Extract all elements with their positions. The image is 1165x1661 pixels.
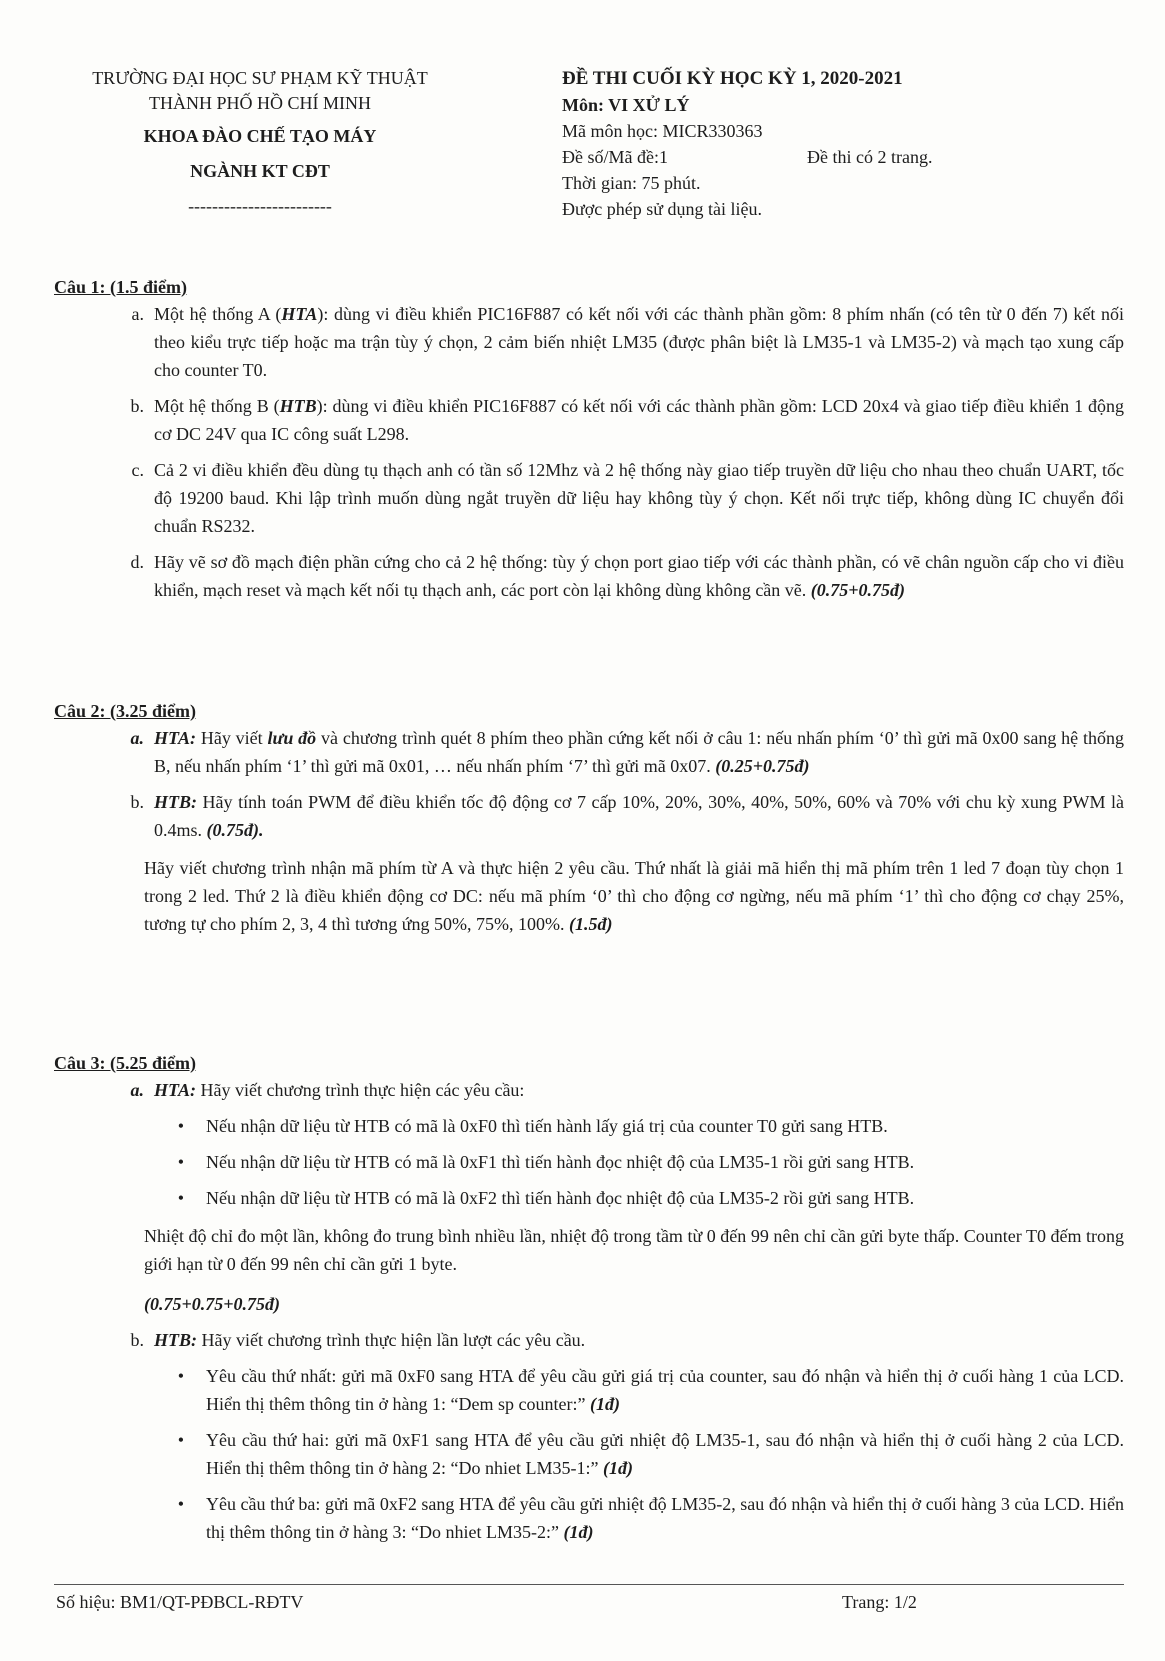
item-text <box>154 548 1124 604</box>
question-1d <box>54 548 1124 604</box>
item-text <box>154 300 1124 384</box>
text-part: Hãy tính toán PWM để điều khiển tốc độ động cơ 7 cấp 10%, 20%, 30%, 40%, 50%, 60% và 70% với chu kỳ xung PWM là 0.4ms. <box>154 792 1124 840</box>
item-text <box>154 724 1124 780</box>
bullet-icon: • <box>177 1116 184 1136</box>
bullet-item <box>54 1490 1124 1546</box>
bullet-text: Nếu nhận dữ liệu từ HTB có mã là 0xF0 thì tiến hành lấy giá trị của counter T0 gửi sang HTB. <box>206 1116 888 1136</box>
bullet-item <box>54 1426 1124 1482</box>
question-3b <box>54 1326 1124 1354</box>
header-left <box>50 66 470 219</box>
htb-label: HTB: <box>154 1330 197 1350</box>
item-text <box>154 392 1124 448</box>
bullet-text: Nếu nhận dữ liệu từ HTB có mã là 0xF1 thì tiến hành đọc nhiệt độ của LM35-1 rồi gửi sang HTB. <box>206 1152 915 1172</box>
text-part: Yêu cầu thứ hai: gửi mã 0xF1 sang HTA để yêu cầu gửi nhiệt độ LM35-1, sau đó nhận và hiển thị ở cuối hàng 2 của LCD. Hiển thị thêm thông tin ở hàng 2: “Do nhiet LM35-1:” <box>206 1430 1124 1478</box>
question-1a <box>54 300 1124 384</box>
school-name-line1: TRƯỜNG ĐẠI HỌC SƯ PHẠM KỸ THUẬT <box>92 68 428 88</box>
exam-time: Thời gian: 75 phút. <box>562 173 701 193</box>
question-2b-paragraph <box>144 854 1124 938</box>
bullet-item <box>54 1362 1124 1418</box>
points: (0.75đ). <box>206 820 264 840</box>
text-part: Hãy vẽ sơ đồ mạch điện phần cứng cho cả 2 hệ thống: tùy ý chọn port giao tiếp với các thành phần, có vẽ chân nguồn cấp cho vi điều khiển, mạch reset và mạch kết nối tụ thạch anh, các port còn lại không dùng không cần vẽ. <box>154 552 1124 600</box>
bullet-icon: • <box>177 1152 184 1172</box>
item-text <box>154 1076 1124 1104</box>
page-count: Đề thi có 2 trang. <box>807 147 933 167</box>
item-label: b. <box>130 1330 144 1350</box>
course-code: Mã môn học: MICR330363 <box>562 121 763 141</box>
points: (1đ) <box>563 1522 594 1542</box>
item-label: a. <box>131 304 144 324</box>
question-1b <box>54 392 1124 448</box>
bullet-text <box>206 1490 1124 1546</box>
points: (1.5đ) <box>569 914 613 934</box>
header-right <box>562 66 1122 222</box>
question-1c <box>54 456 1124 540</box>
text-part: Yêu cầu thứ nhất: gửi mã 0xF0 sang HTA để yêu cầu gửi giá trị của counter, sau đó nhận và hiển thị ở cuối hàng 1 của LCD. Hiển thị thêm thông tin ở hàng 1: “Dem sp counter:” <box>206 1366 1124 1414</box>
major-name: NGÀNH KT CĐT <box>190 161 330 181</box>
item-label: a. <box>130 1080 144 1100</box>
text-part: ): dùng vi điều khiển PIC16F887 có kết nối với các thành phần gồm: 8 phím nhấn (có tên từ 0 đến 7) kết nối theo kiểu trực tiếp hoặc ma trận tùy ý chọn, 2 cảm biến nhiệt LM35 (được phân biệt là LM35-1 và LM35-2) và mạch tạo xung cấp cho counter T0. <box>154 304 1124 380</box>
footer-divider <box>54 1584 1124 1585</box>
points: (0.25+0.75đ) <box>715 756 810 776</box>
hta-label: HTA: <box>154 1080 197 1100</box>
materials-note: Được phép sử dụng tài liệu. <box>562 199 762 219</box>
text-part: ): dùng vi điều khiển PIC16F887 có kết nối với các thành phần gồm: LCD 20x4 và giao tiếp điều khiển 1 động cơ DC 24V qua IC công suất L298. <box>154 396 1124 444</box>
text-part: Một hệ thống B ( <box>154 396 280 416</box>
htb-label: HTB: <box>154 792 197 812</box>
text-part: và chương trình quét 8 phím theo phần cứng kết nối ở câu 1: nếu nhấn phím ‘0’ thì gửi mã 0x00 sang hệ thống B, nếu nhấn phím ‘1’ thì gửi mã 0x01, … nếu nhấn phím ‘7’ thì gửi mã 0x07. <box>154 728 1125 776</box>
bullet-text <box>206 1426 1124 1482</box>
flowchart-term: lưu đồ <box>267 728 317 748</box>
item-label: b. <box>130 396 144 416</box>
bullet-text: Nếu nhận dữ liệu từ HTB có mã là 0xF2 thì tiến hành đọc nhiệt độ của LM35-2 rồi gửi sang HTB. <box>206 1188 915 1208</box>
exam-code: Đề số/Mã đề:1 <box>562 147 668 167</box>
question-3-title: Câu 3: (5.25 điểm) <box>54 1053 196 1073</box>
question-3a-points: (0.75+0.75+0.75đ) <box>144 1294 281 1314</box>
school-name-line2: THÀNH PHỐ HỒ CHÍ MINH <box>149 93 371 113</box>
item-label: b. <box>130 792 144 812</box>
question-2b <box>54 788 1124 844</box>
bullet-text <box>206 1362 1124 1418</box>
text-part: Yêu cầu thứ ba: gửi mã 0xF2 sang HTA để yêu cầu gửi nhiệt độ LM35-2, sau đó nhận và hiển thị ở cuối hàng 3 của LCD. Hiển thị thêm thông tin ở hàng 3: “Do nhiet LM35-2:” <box>206 1494 1124 1542</box>
bullet-icon: • <box>177 1430 184 1450</box>
item-text: Cả 2 vi điều khiển đều dùng tụ thạch anh có tần số 12Mhz và 2 hệ thống này giao tiếp truyền dữ liệu cho nhau theo chuẩn UART, tốc độ 19200 baud. Khi lập trình muốn dùng ngắt truyền dữ liệu hay không tùy ý chọn. Kết nối trực tiếp, không dùng IC chuyển đổi chuẩn RS232. <box>154 460 1124 536</box>
exam-title: ĐỀ THI CUỐI KỲ HỌC KỲ 1, 2020-2021 <box>562 68 903 89</box>
hta-label: HTA <box>281 304 318 324</box>
question-2a <box>54 724 1124 780</box>
text-part: Hãy viết chương trình thực hiện các yêu cầu: <box>196 1080 525 1100</box>
question-3 <box>54 1050 1124 1546</box>
question-2-title: Câu 2: (3.25 điểm) <box>54 701 196 721</box>
question-2 <box>54 698 1124 938</box>
text-part: Hãy viết <box>196 728 268 748</box>
points: (0.75+0.75đ) <box>810 580 906 600</box>
item-label: c. <box>131 460 144 480</box>
text-part: Hãy viết chương trình nhận mã phím từ A và thực hiện 2 yêu cầu. Thứ nhất là giải mã hiển thị mã phím trên 1 led 7 đoạn tùy chọn 1 trong 2 led. Thứ 2 là điều khiển động cơ DC: nếu mã phím ‘0’ thì cho động cơ ngừng, nếu mã phím ‘1’ thì cho động cơ chạy 25%, tương tự cho phím 2, 3, 4 thì tương ứng 50%, 75%, 100%. <box>144 858 1124 934</box>
item-label: d. <box>130 552 144 572</box>
question-1-title: Câu 1: (1.5 điểm) <box>54 277 187 297</box>
text-part: Một hệ thống A ( <box>154 304 282 324</box>
faculty-name: KHOA ĐÀO CHẾ TẠO MÁY <box>143 126 377 146</box>
bullet-item <box>54 1148 1124 1176</box>
subject-name: Môn: VI XỬ LÝ <box>562 95 690 115</box>
item-text <box>154 1326 1124 1354</box>
points: (1đ) <box>589 1394 620 1414</box>
bullet-item <box>54 1112 1124 1140</box>
htb-label: HTB <box>279 396 317 416</box>
bullet-icon: • <box>177 1366 184 1386</box>
item-text <box>154 788 1124 844</box>
page-number: Trang: 1/2 <box>842 1592 917 1612</box>
item-label: a. <box>130 728 144 748</box>
exam-code-row <box>562 144 1122 170</box>
question-3a <box>54 1076 1124 1104</box>
document-code: Số hiệu: BM1/QT-PĐBCL-RĐTV <box>56 1592 304 1612</box>
question-3a-paragraph: Nhiệt độ chỉ đo một lần, không đo trung bình nhiều lần, nhiệt độ trong tầm từ 0 đến 99 nên chỉ cần gửi byte thấp. Counter T0 đếm trong giới hạn từ 0 đến 99 nên chỉ cần gửi 1 byte. <box>144 1226 1124 1274</box>
points: (1đ) <box>602 1458 633 1478</box>
text-part: Hãy viết chương trình thực hiện lần lượt các yêu cầu. <box>197 1330 586 1350</box>
bullet-icon: • <box>177 1188 184 1208</box>
hta-label: HTA: <box>154 728 197 748</box>
bullet-item <box>54 1184 1124 1212</box>
header-divider: ------------------------ <box>188 196 332 216</box>
bullet-icon: • <box>177 1494 184 1514</box>
question-1 <box>54 274 1124 604</box>
